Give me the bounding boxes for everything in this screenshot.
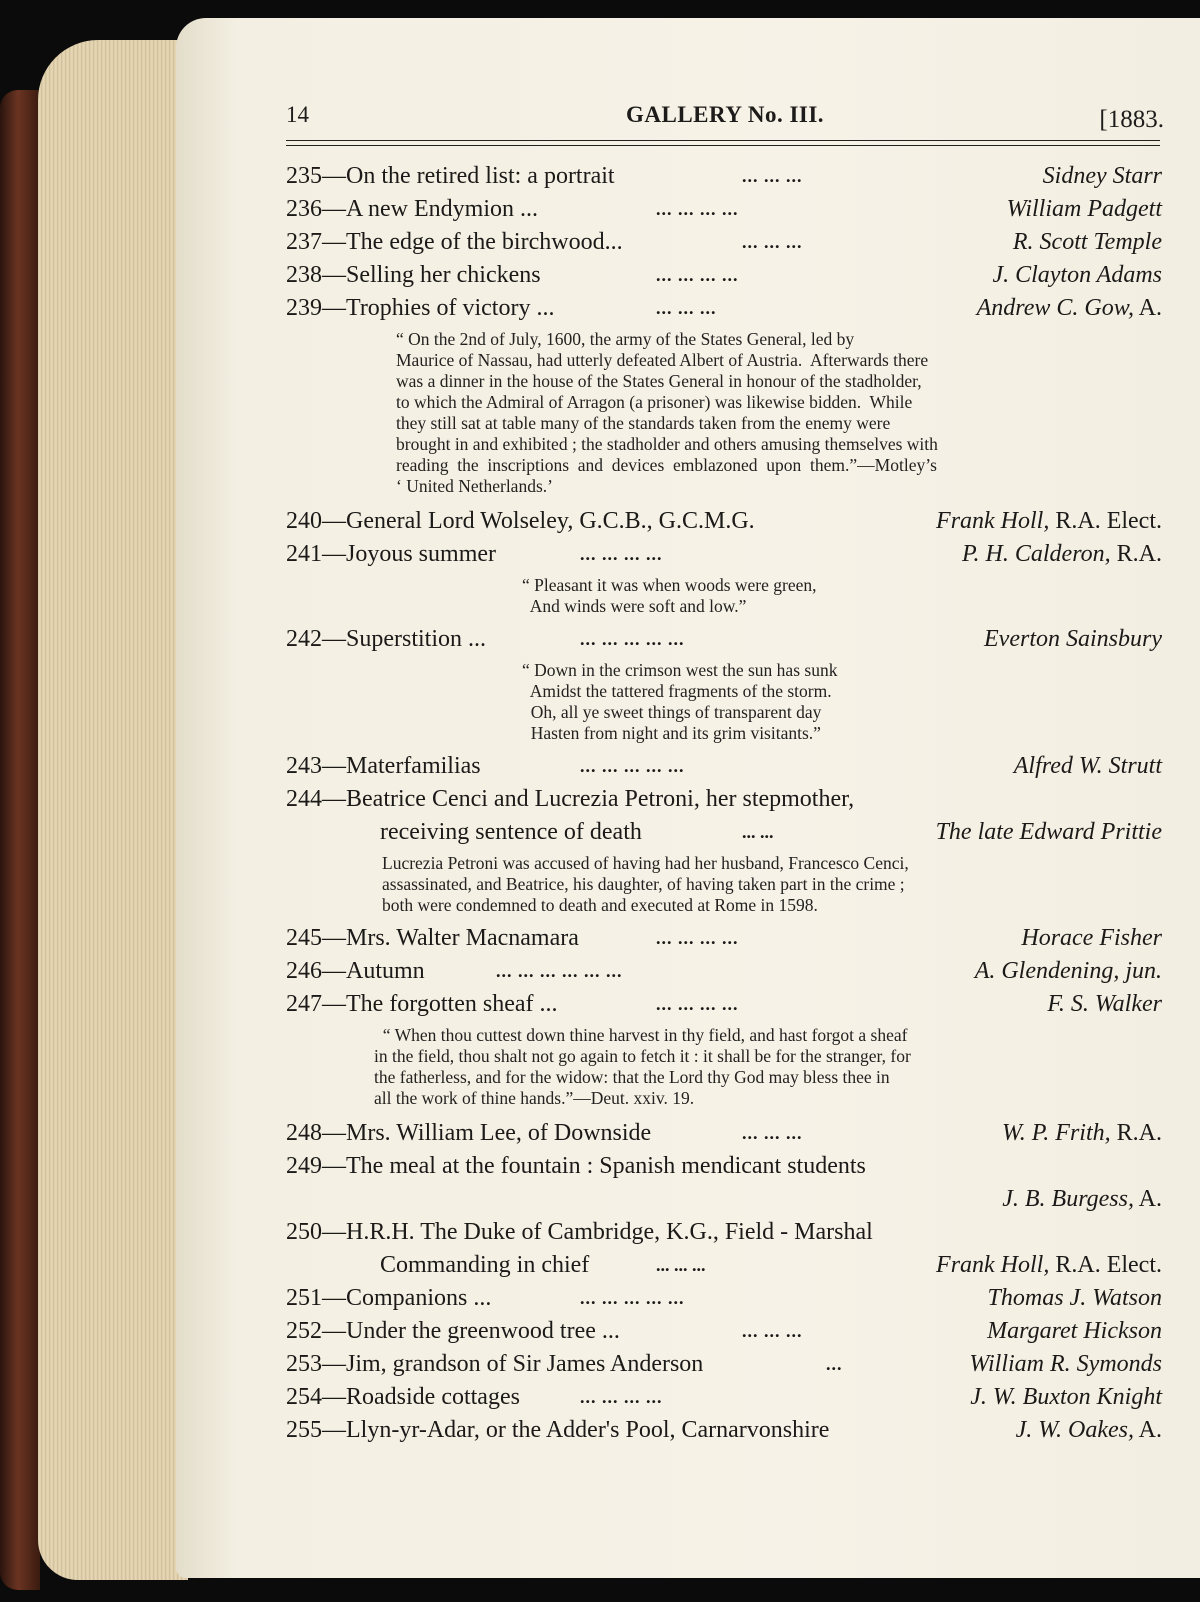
catalogue-entries [286,160,1162,1447]
entry-255: 255—Llyn-yr-Adar, or the Adder's Pool, Carnarvonshire J. W. Oakes, A. [286,1417,1162,1443]
entry-235: 235—On the retired list: a portrait ... ... ... Sidney Starr [286,163,1162,189]
quote-239: “ On the 2nd of July, 1600, the army of the States General, led by Maurice of Nassau, had utterly defeated Albert of Austria. Afterwards there was a dinner in the house of the States General in honour of the stadholder, to which the Admiral of Arragon (a prisoner) was likewise bidden. While they still sat at table many of the standards taken from the enemy were brought in and exhibited ; the stadholder and others amusing themselves with reading the inscriptions and devices emblazoned upon them.”—Motley’s ‘ United Netherlands.’ [396,329,938,496]
page-edges [38,40,188,1580]
entry-237: 237—The edge of the birchwood... ... ... ... R. Scott Temple [286,229,1162,255]
quote-247: “ When thou cuttest down thine harvest in thy field, and hast forgot a sheaf in the field, thou shalt not go again to fetch it : it shall be for the stranger, for the fatherless, and for the widow: that the Lord thy God may bless thee in all the work of thine hands.”—Deut. xxiv. 19. [374,1025,911,1108]
entry-253: 253—Jim, grandson of Sir James Anderson ... William R. Symonds [286,1351,1162,1377]
header-rule [286,140,1160,141]
entry-244: 244—Beatrice Cenci and Lucrezia Petroni, her stepmother, [286,786,855,812]
quote-241: “ Pleasant it was when woods were green, And winds were soft and low.” [522,575,817,616]
quote-242: “ Down in the crimson west the sun has sunk Amidst the tattered fragments of the storm. Oh, all ye sweet things of transparent day Hasten from night and its grim visitants.” [522,660,838,743]
entry-251: 251—Companions ... ... ... ... ... ... Thomas J. Watson [286,1285,1162,1311]
entry-243: 243—Materfamilias ... ... ... ... ... Alfred W. Strutt [286,753,1162,779]
entry-245: 245—Mrs. Walter Macnamara ... ... ... ... Horace Fisher [286,925,1162,951]
entry-249: 249—The meal at the fountain : Spanish mendicant students [286,1153,866,1179]
quote-244: Lucrezia Petroni was accused of having had her husband, Francesco Cenci, assassinated, and Beatrice, his daughter, of having taken part in the crime ; both were condemned to death and executed at Rome in 1598. [382,853,909,915]
entry-248: 248—Mrs. William Lee, of Downside ... ... ... W. P. Frith, R.A. [286,1120,1162,1146]
entry-246: 246—Autumn ... ... ... ... ... ... A. Glendening, jun. [286,958,1162,984]
entry-252: 252—Under the greenwood tree ... ... ... ... Margaret Hickson [286,1318,1162,1344]
page-header [286,102,1164,136]
entry-241: 241—Joyous summer ... ... ... ... P. H. Calderon, R.A. [286,541,1162,567]
entry-236: 236—A new Endymion ... ... ... ... ... William Padgett [286,196,1162,222]
entry-242: 242—Superstition ... ... ... ... ... ... Everton Sainsbury [286,626,1162,652]
page-number: 14 [286,102,309,127]
entry-240: 240—General Lord Wolseley, G.C.B., G.C.M.G. Frank Holl, R.A. Elect. [286,508,1162,534]
entry-247: 247—The forgotten sheaf ... ... ... ... ... F. S. Walker [286,991,1162,1017]
year-label: [1883. [1099,106,1164,133]
entry-254: 254—Roadside cottages ... ... ... ... J. W. Buxton Knight [286,1384,1162,1410]
header-rule-double [286,145,1160,146]
gallery-title: GALLERY No. III. [626,102,825,127]
entry-250-continued: Commanding in chief ... ... ... Frank Holl, R.A. Elect. [380,1252,1162,1278]
entry-244-continued: receiving sentence of death ... ... The late Edward Prittie [380,819,1162,845]
entry-239: 239—Trophies of victory ... ... ... ... Andrew C. Gow, A. [286,295,1162,321]
entry-249-artist: J. B. Burgess, A. [1002,1186,1162,1212]
entry-238: 238—Selling her chickens ... ... ... ... J. Clayton Adams [286,262,1162,288]
book-spine [0,90,40,1590]
entry-250: 250—H.R.H. The Duke of Cambridge, K.G., Field - Marshal [286,1219,873,1245]
